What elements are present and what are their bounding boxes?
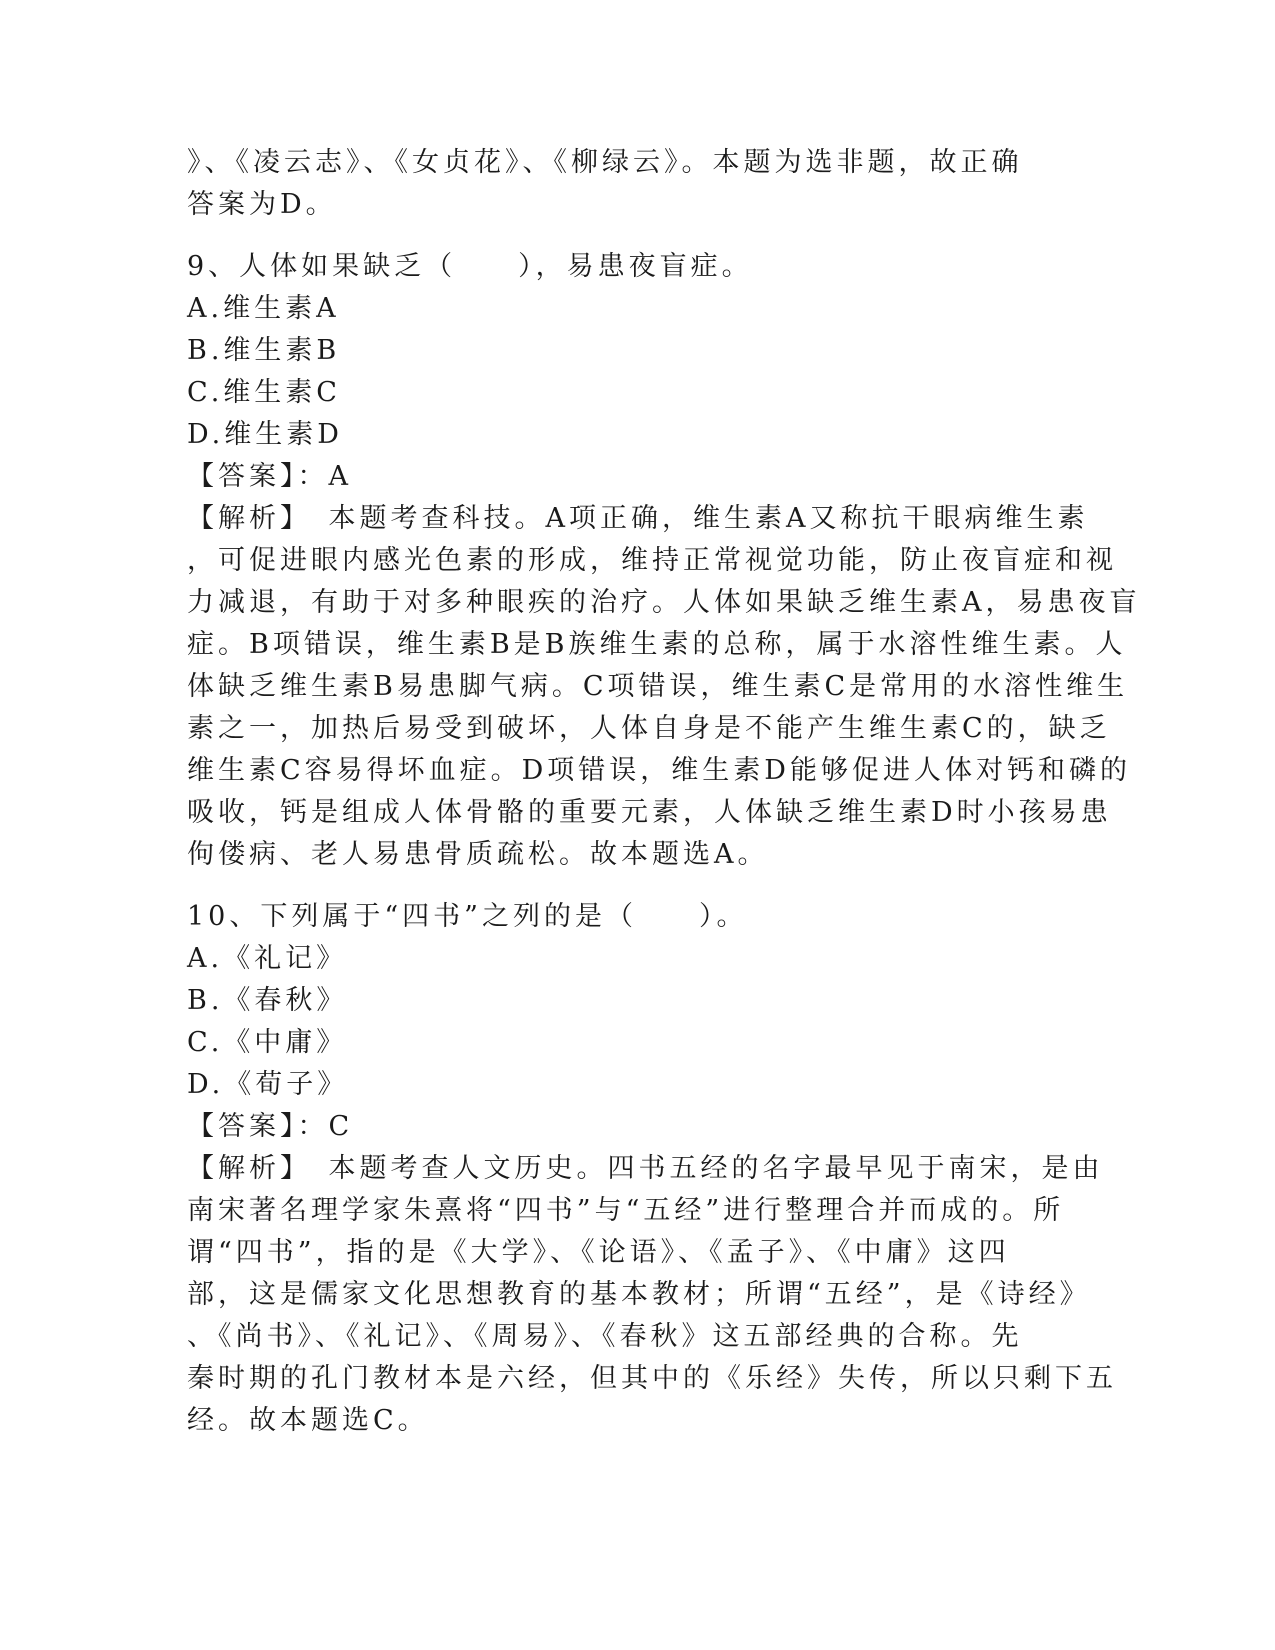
analysis-line: 【解析】 本题考查科技。A项正确，维生素A又称抗干眼病维生素 bbox=[187, 503, 1089, 534]
analysis-line: 素之一，加热后易受到破坏，人体自身是不能产生维生素C的，缺乏 bbox=[187, 713, 1111, 744]
question-stem: 10、下列属于“四书”之列的是（ ）。 bbox=[187, 901, 748, 932]
previous-analysis-continuation bbox=[187, 142, 1087, 226]
analysis-line: 经。故本题选C。 bbox=[187, 1405, 429, 1436]
analysis-line: 秦时期的孔门教材本是六经，但其中的《乐经》失传，所以只剩下五 bbox=[187, 1363, 1117, 1394]
option-a: A.维生素A bbox=[187, 293, 340, 324]
question-stem: 9、人体如果缺乏（ ），易患夜盲症。 bbox=[187, 251, 753, 282]
analysis-line: 症。B项错误，维生素B是B族维生素的总称，属于水溶性维生素。人 bbox=[187, 629, 1127, 660]
question-10 bbox=[187, 896, 1117, 1442]
question-9 bbox=[187, 246, 1141, 876]
page-content bbox=[187, 142, 1141, 1442]
option-b: B.维生素B bbox=[187, 335, 341, 366]
analysis-line: 部，这是儒家文化思想教育的基本教材；所谓“五经”，是《诗经》 bbox=[187, 1279, 1091, 1310]
spacer bbox=[187, 226, 1087, 246]
option-a: A.《礼记》 bbox=[187, 943, 348, 974]
analysis-line: 南宋著名理学家朱熹将“四书”与“五经”进行整理合并而成的。所 bbox=[187, 1195, 1065, 1226]
answer-line: 【答案】：C bbox=[187, 1111, 354, 1142]
option-c: C.维生素C bbox=[187, 377, 341, 408]
analysis-line: 吸收，钙是组成人体骨骼的重要元素，人体缺乏维生素D时小孩易患 bbox=[187, 797, 1112, 828]
option-b: B.《春秋》 bbox=[187, 985, 348, 1016]
spacer bbox=[187, 876, 1087, 896]
analysis-line: 【解析】 本题考查人文历史。四书五经的名字最早见于南宋，是由 bbox=[187, 1153, 1104, 1184]
option-c: C.《中庸》 bbox=[187, 1027, 348, 1058]
analysis-line: 维生素C容易得坏血症。D项错误，维生素D能够促进人体对钙和磷的 bbox=[187, 755, 1131, 786]
answer-line: 【答案】：A bbox=[187, 461, 352, 492]
analysis-line: 佝偻病、老人易患骨质疏松。故本题选A。 bbox=[187, 839, 769, 870]
option-d: D.《荀子》 bbox=[187, 1069, 349, 1100]
analysis-line: 力减退，有助于对多种眼疾的治疗。人体如果缺乏维生素A，易患夜盲 bbox=[187, 587, 1141, 618]
analysis-line: 谓“四书”，指的是《大学》、《论语》、《孟子》、《中庸》这四 bbox=[187, 1237, 1010, 1268]
text-line: 》、《凌云志》、《女贞花》、《柳绿云》。本题为选非题，故正确 bbox=[187, 147, 1023, 178]
text-line: 答案为D。 bbox=[187, 189, 337, 220]
option-d: D.维生素D bbox=[187, 419, 343, 450]
analysis-line: 体缺乏维生素B易患脚气病。C项错误，维生素C是常用的水溶性维生 bbox=[187, 671, 1129, 702]
analysis-line: 、《尚书》、《礼记》、《周易》、《春秋》这五部经典的合称。先 bbox=[187, 1321, 1023, 1352]
analysis-line: ，可促进眼内感光色素的形成，维持正常视觉功能，防止夜盲症和视 bbox=[187, 545, 1117, 576]
